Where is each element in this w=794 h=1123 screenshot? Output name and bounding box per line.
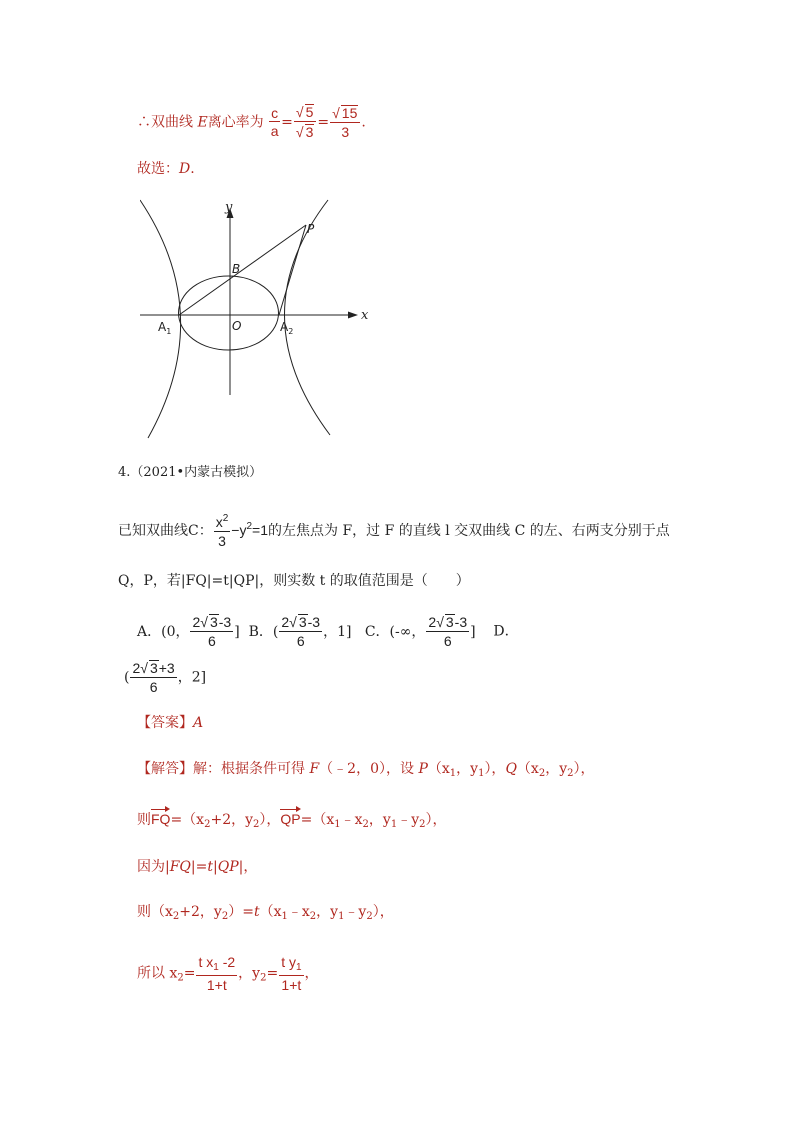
period: .: [190, 161, 195, 177]
y-axis-label: y: [225, 200, 233, 215]
option-D[interactable]: ( $\frac{2√ 3+3}{6}$ ，2]: [124, 660, 207, 696]
answer-line: [137, 716, 203, 730]
choice-line: [137, 162, 195, 176]
problem-stem-line1: [118, 514, 670, 548]
x-axis-label: x: [361, 308, 369, 323]
problem-stem-line2: Q，P，若|FQ|=t|QP|，则实数 t 的取值范围是（ ）: [118, 573, 470, 589]
solution-line5: 所以 $x_2=$ $\frac{t x_1 -2}{1+t}$ ，$y_2=$ $\frac{t y_1}{1+t}$ ，: [137, 954, 319, 993]
options-line: [137, 614, 519, 649]
option-D-label[interactable]: D．: [493, 623, 519, 640]
frac-sqrt5-over-sqrt3: $\frac{√ 5}{√ 3}$: [294, 104, 316, 141]
hyperbola-left-branch: [140, 200, 181, 438]
frac-tx1-minus-2-over-1-plus-t: $\frac{t x_1 -2}{1+t}$: [198, 954, 236, 993]
frac-c-over-a: $\frac{c}{a}$: [270, 104, 279, 140]
point-A1-label: $A_1$: [158, 320, 172, 336]
solution-label: 【解答】: [137, 761, 193, 777]
frac-sqrt15-over-3: $\frac{√ 15}{3}$: [330, 105, 360, 140]
eq-sign: =: [281, 114, 293, 131]
hyperbola-ellipse-figure: [140, 195, 372, 443]
point-A2-label: $A_2$: [280, 320, 294, 336]
choice-answer: D: [179, 161, 191, 177]
line-A2-P: [279, 225, 306, 315]
ecc-label: 离心率为: [207, 114, 264, 131]
choice-label: 故选：: [137, 161, 179, 177]
problem-number: 4.（2021•内蒙古模拟）: [118, 465, 263, 480]
stem-text: 的左焦点为 F，过 F 的直线 l 交双曲线 C 的左、右两支分别于点: [268, 523, 670, 540]
eq-sign: =: [317, 114, 330, 131]
frac-ty1-over-1-plus-t: $\frac{t y_1}{1+t}$: [281, 954, 302, 993]
solution-line4: 则（$x_2+2$，$y_2)=t(x_1﹣x_2$，$y_1﹣y_2$），: [137, 904, 394, 922]
vector-QP: QP: [280, 811, 301, 827]
answer-label: 【答案】: [137, 715, 193, 731]
stem-text: 已知双曲线C：: [118, 523, 213, 540]
stem-y-sup: 2: [246, 521, 253, 533]
vector-FQ: FQ: [151, 811, 171, 827]
ecc-E: E: [197, 114, 208, 131]
x-axis-arrow: [348, 312, 358, 319]
option-C[interactable]: C．(-∞， $\frac{2√ 3-3}{6}$ ]: [364, 614, 476, 650]
answer-value: A: [193, 715, 204, 731]
stem-minus-y: −y: [231, 522, 247, 539]
period: .: [361, 114, 366, 131]
option-A[interactable]: A．(0， $\frac{2√ 3-3}{6}$ ]: [137, 614, 240, 650]
origin-label: O: [232, 319, 242, 333]
solution-line1: 【解答】解：根据条件可得 F（﹣2，0），设 $P(x_1$，$y_1$），$Q(x_2$，$y_2$），: [137, 761, 595, 779]
frac-x2-over-3: $\frac{x^2}{3}$: [215, 513, 229, 549]
point-B-label: B: [232, 262, 241, 276]
stem-eq: =1: [252, 522, 268, 539]
ellipse: [179, 276, 279, 350]
solution-line3: 因为|FQ|=t|QP|，: [137, 859, 258, 875]
point-P-label: P: [307, 222, 315, 236]
solution-line2: 则$FQ=(x_2+2$，$y_2$），$QP=(x_1﹣x_2$，$y_1﹣y_2$），: [137, 811, 447, 830]
option-B[interactable]: B．( $\frac{2√ 3-3}{6}$ ，1]: [248, 614, 352, 650]
ecc-prefix: ∴双曲线: [137, 114, 198, 131]
ecc-line: [137, 104, 366, 141]
line-A1-P: [179, 225, 306, 315]
